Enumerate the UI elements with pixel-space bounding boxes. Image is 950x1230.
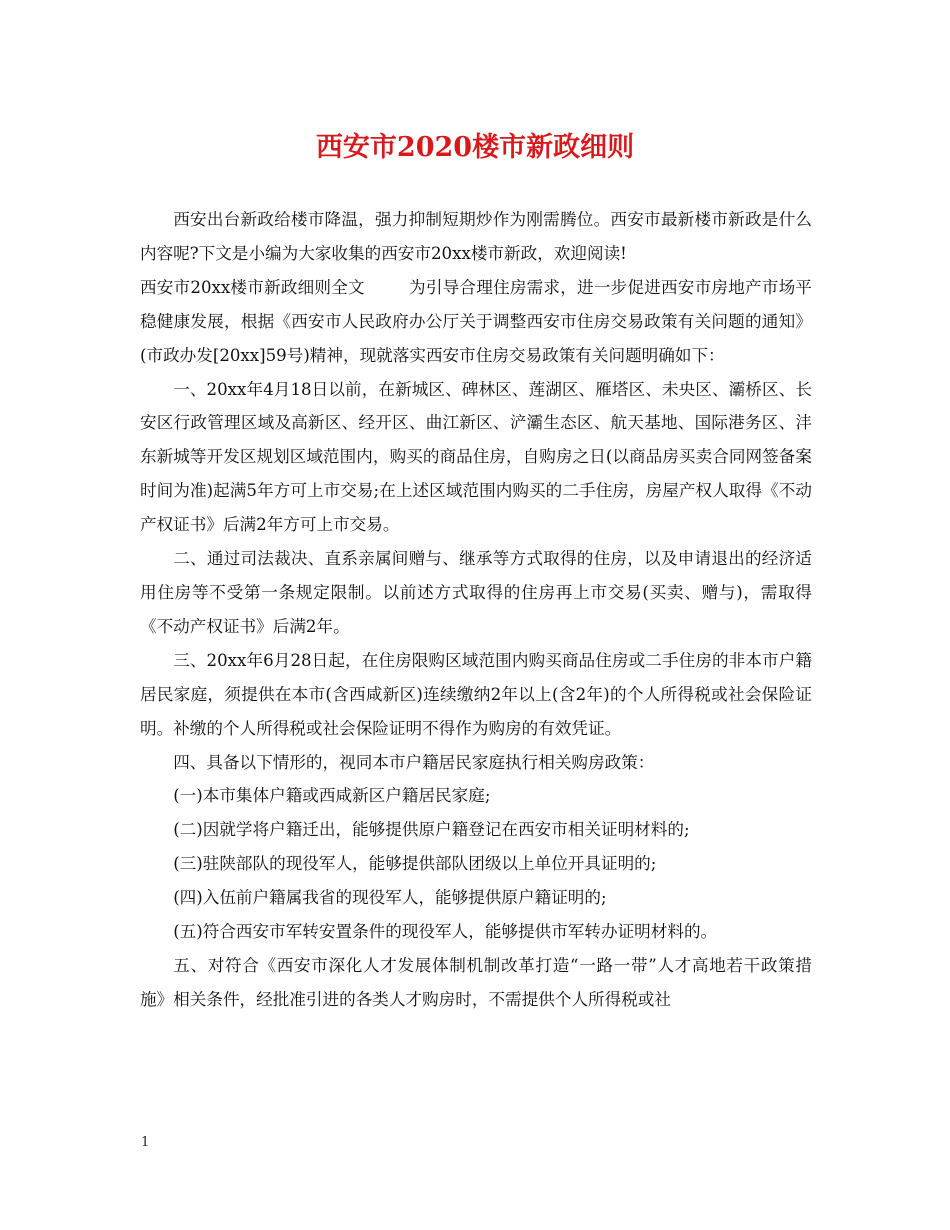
- paragraph-item-5: 五、对符合《西安市深化人才发展体制机制改革打造“一路一带”人才高地若干政策措施》相关条件，经批准引进的各类人才购房时，不需提供个人所得税或社: [140, 955, 812, 1009]
- document-body: [140, 203, 812, 1017]
- page-number: 1: [141, 1135, 150, 1150]
- paragraph-intro: 西安出台新政给楼市降温，强力抑制短期炒作为刚需腾位。西安市最新楼市新政是什么内容呢?下文是小编为大家收集的西安市20xx楼市新政，欢迎阅读!: [140, 210, 812, 263]
- paragraph-subitem-4: (四)入伍前户籍属我省的现役军人，能够提供原户籍证明的;: [173, 888, 607, 908]
- paragraph-item-3: 三、20xx年6月28日起，在住房限购区域范围内购买商品住房或二手住房的非本市户籍居民家庭，须提供在本市(含西咸新区)连续缴纳2年以上(含2年)的个人所得税或社会保险证明。补缴的个人所得税或社会保险证明不得作为购房的有效凭证。: [140, 650, 812, 738]
- paragraph-subitem-5: (五)符合西安市军转安置条件的现役军人，能够提供市军转办证明材料的。: [173, 922, 718, 942]
- paragraph-subitem-1: (一)本市集体户籍或西咸新区户籍居民家庭;: [173, 786, 491, 806]
- paragraph-item-4: 四、具备以下情形的，视同本市户籍居民家庭执行相关购房政策：: [173, 752, 655, 772]
- document-title: 西安市2020楼市新政细则: [315, 132, 635, 163]
- paragraph-item-1: 一、20xx年4月18日以前，在新城区、碑林区、莲湖区、雁塔区、未央区、灞桥区、长安区行政管理区域及高新区、经开区、曲江新区、浐灞生态区、航天基地、国际港务区、沣东新城等开发区规划区域范围内，购买的商品住房，自购房之日(以商品房买卖合同网签备案时间为准)起满5年方可上市交易;在上述区域范围内购买的二手住房，房屋产权人取得《不动产权证书》后满2年方可上市交易。: [140, 379, 812, 535]
- fulltext-body: 为引导合理住房需求，进一步促进西安市房地产市场平稳健康发展，根据《西安市人民政府办公厅关于调整西安市住房交易政策有关问题的通知》(市政办发[20xx]59号)精神，现就落实西安市住房交易政策有关问题明确如下：: [140, 277, 812, 365]
- paragraph-item-2: 二、通过司法裁决、直系亲属间赠与、继承等方式取得的住房，以及申请退出的经济适用住房等不受第一条规定限制。以前述方式取得的住房再上市交易(买卖、赠与)，需取得《不动产权证书》后满2年。: [140, 549, 812, 636]
- fulltext-heading: 西安市20xx楼市新政细则全文: [140, 277, 365, 297]
- paragraph-subitem-2: (二)因就学将户籍迁出，能够提供原户籍登记在西安市相关证明材料的;: [173, 820, 690, 840]
- paragraph-fulltext: [140, 271, 812, 373]
- paragraph-subitem-3: (三)驻陕部队的现役军人，能够提供部队团级以上单位开具证明的;: [173, 854, 657, 874]
